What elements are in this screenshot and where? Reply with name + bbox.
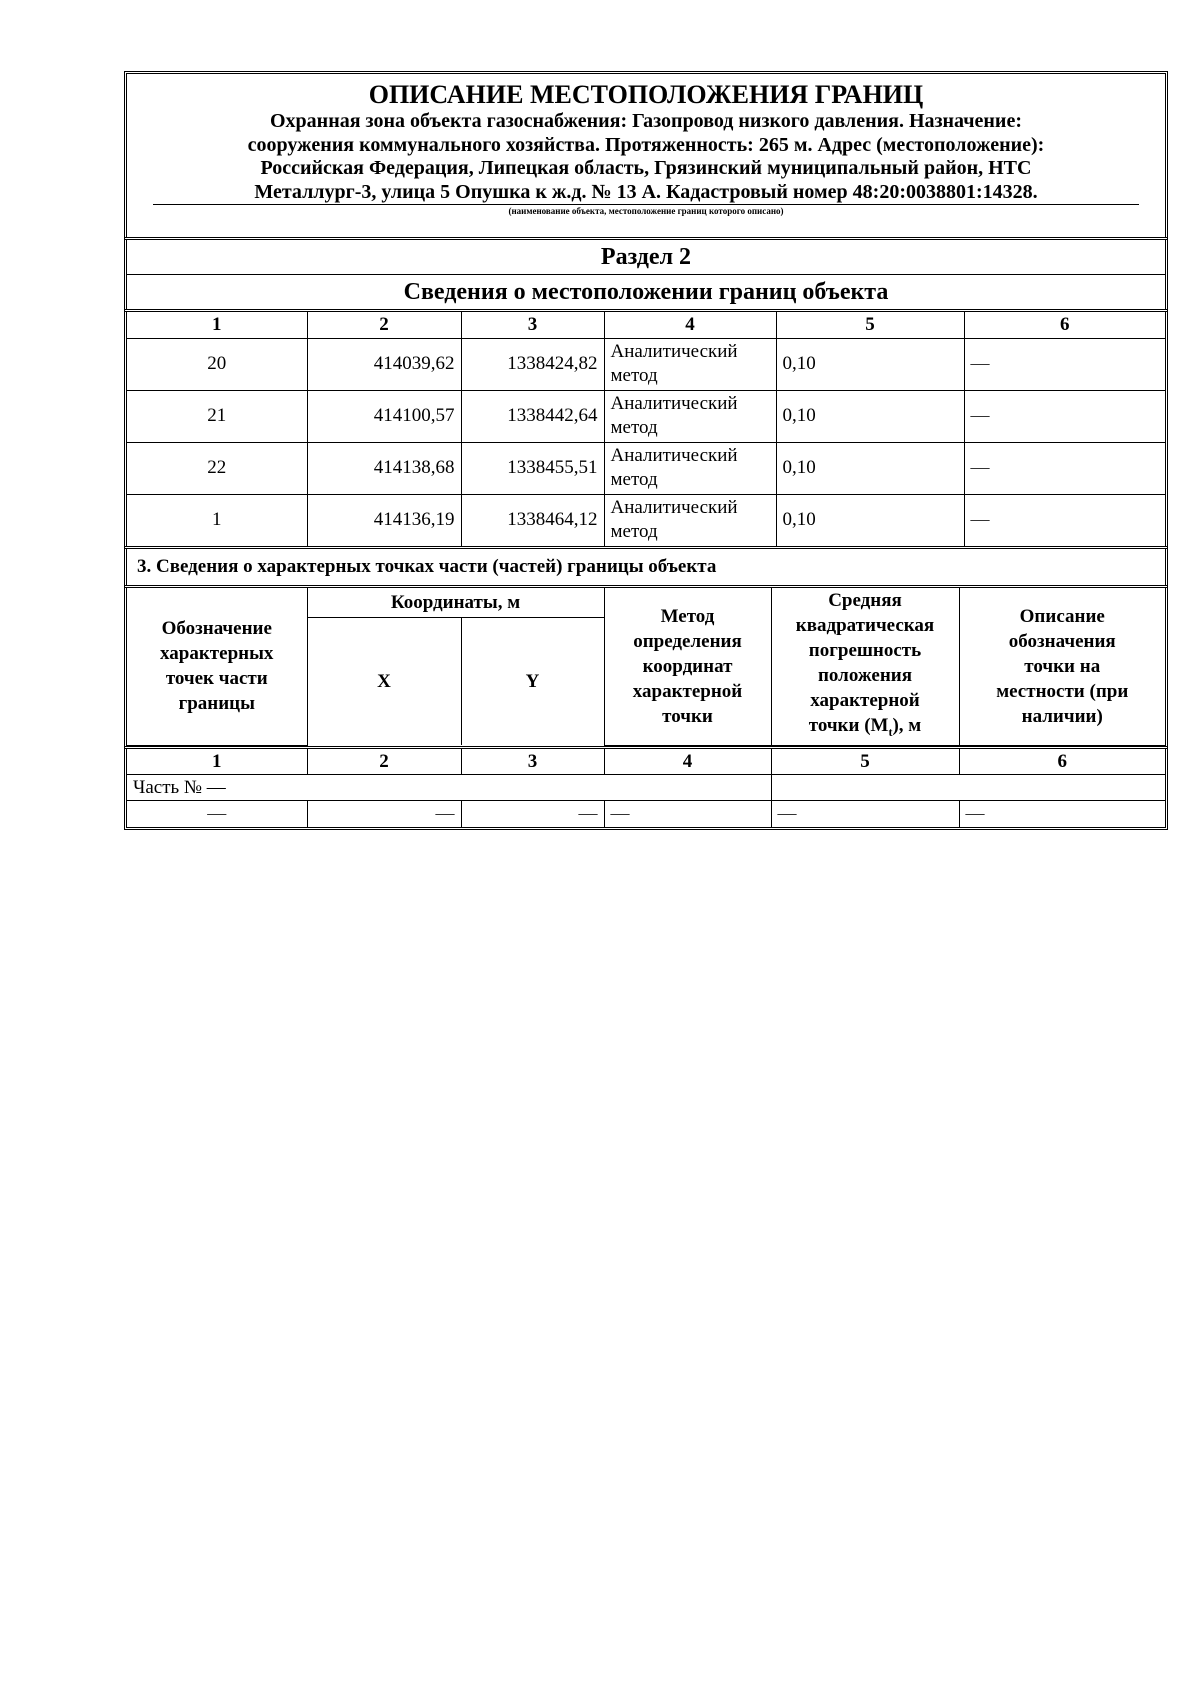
method-line: метод <box>610 521 658 543</box>
column-number: 4 <box>604 312 776 338</box>
header-line: Средняя <box>828 590 902 611</box>
point-description: — <box>959 801 1165 827</box>
column-number: 5 <box>776 312 964 338</box>
header-description <box>959 588 1165 745</box>
document-page <box>124 71 1168 830</box>
header-line: точки на <box>1024 655 1101 677</box>
table-row <box>127 442 1165 494</box>
header-designation <box>127 588 307 745</box>
column-number: 2 <box>307 749 461 775</box>
header-line: точки <box>662 705 713 727</box>
column-number: 2 <box>307 312 461 338</box>
section-3-header <box>124 546 1168 588</box>
object-description-line: Российская Федерация, Липецкая область, Грязинский муниципальный район, НТС <box>260 157 1032 179</box>
method-line: Аналитический <box>610 393 738 414</box>
header-text: ), м <box>892 715 922 736</box>
column-number: 6 <box>959 749 1165 775</box>
section-2-subtitle: Сведения о местоположении границ объекта <box>127 274 1165 309</box>
error-value: 0,10 <box>776 390 964 442</box>
coord-y: — <box>461 801 604 827</box>
table-row <box>127 338 1165 390</box>
coord-y: 1338455,51 <box>461 442 604 494</box>
header-line: обозначения <box>1008 630 1116 652</box>
column-numbers-row <box>127 312 1165 338</box>
column-numbers-row <box>127 749 1165 775</box>
coord-x: 414138,68 <box>307 442 461 494</box>
header-line: положения <box>817 665 913 686</box>
section-3-table-box <box>124 746 1168 830</box>
header-text: точки (M <box>808 715 889 736</box>
header-line: местности (при <box>996 680 1129 702</box>
header-line: координат <box>642 655 733 677</box>
header-line: характерной <box>810 690 920 711</box>
column-number: 6 <box>964 312 1165 338</box>
header-line: Метод <box>660 605 715 627</box>
header-line: погрешность <box>808 640 922 661</box>
method-line: Аналитический <box>610 445 738 466</box>
coord-y: 1338424,82 <box>461 338 604 390</box>
part-row <box>127 775 1165 801</box>
point-id: 1 <box>127 494 307 546</box>
table-row <box>127 494 1165 546</box>
object-description-line: Охранная зона объекта газоснабжения: Газопровод низкого давления. Назначение: <box>269 110 1022 132</box>
error-value: 0,10 <box>776 442 964 494</box>
header-line: границы <box>178 693 255 715</box>
header-y: Y <box>461 618 604 746</box>
point-id: 22 <box>127 442 307 494</box>
coord-x: 414039,62 <box>307 338 461 390</box>
method: — <box>604 801 771 827</box>
column-number: 1 <box>127 312 307 338</box>
table-row <box>127 801 1165 827</box>
point-id: 20 <box>127 338 307 390</box>
method <box>604 338 776 390</box>
method-line: метод <box>610 469 658 490</box>
column-number: 3 <box>461 312 604 338</box>
section-2-header <box>124 237 1168 312</box>
header-line: характерной <box>632 680 743 702</box>
method-line: Аналитический <box>610 497 738 519</box>
section-2-title: Раздел 2 <box>600 244 692 270</box>
part-empty-cell <box>771 775 1165 801</box>
section-3-header-table <box>127 588 1165 746</box>
header-line: точек части <box>165 668 268 690</box>
header-line: квадратическая <box>795 615 935 636</box>
method-line: метод <box>610 417 658 438</box>
header-error <box>771 588 959 745</box>
object-description-line: Металлург-3, улица 5 Опушка к ж.д. № 13 А. Кадастровый номер 48:20:0038801:14328. <box>254 180 1038 203</box>
error-value: 0,10 <box>776 494 964 546</box>
column-number: 3 <box>461 749 604 775</box>
column-number: 5 <box>771 749 959 775</box>
coord-x: 414136,19 <box>307 494 461 546</box>
object-description-line: сооружения коммунального хозяйства. Протяженность: 265 м. Адрес (местоположение): <box>247 133 1045 156</box>
coord-y: 1338442,64 <box>461 390 604 442</box>
point-description: — <box>964 494 1165 546</box>
header-line: наличии) <box>1021 705 1103 727</box>
document-header <box>124 71 1168 240</box>
header-x: X <box>307 618 461 746</box>
header-method <box>604 588 771 745</box>
header-coords: Координаты, м <box>307 588 604 618</box>
section-3-title: 3. Сведения о характерных точках части (частей) границы объекта <box>137 556 717 577</box>
error-value: — <box>771 801 959 827</box>
table-row <box>127 390 1165 442</box>
method <box>604 442 776 494</box>
method <box>604 494 776 546</box>
header-line: определения <box>633 630 742 652</box>
coord-x: — <box>307 801 461 827</box>
error-value: 0,10 <box>776 338 964 390</box>
point-id: — <box>127 801 307 827</box>
method <box>604 390 776 442</box>
method-line: Аналитический <box>610 341 738 362</box>
section-2-table <box>127 312 1165 546</box>
section-3-table <box>127 749 1165 827</box>
part-label: Часть № — <box>127 775 771 801</box>
point-description: — <box>964 390 1165 442</box>
coord-y: 1338464,12 <box>461 494 604 546</box>
header-line: Обозначение <box>161 618 272 640</box>
method-line: метод <box>610 365 658 386</box>
point-id: 21 <box>127 390 307 442</box>
coord-x: 414100,57 <box>307 390 461 442</box>
document-title: ОПИСАНИЕ МЕСТОПОЛОЖЕНИЯ ГРАНИЦ <box>368 80 924 109</box>
object-description <box>153 110 1139 205</box>
column-number: 4 <box>604 749 771 775</box>
header-line <box>778 713 953 745</box>
header-line: Описание <box>1019 605 1105 627</box>
point-description: — <box>964 442 1165 494</box>
section-3-header-table-box <box>124 585 1168 749</box>
description-hint: (наименование объекта, местоположение границ которого описано) <box>508 206 784 216</box>
header-subscript: t <box>888 724 893 739</box>
header-line: характерных <box>160 643 274 665</box>
section-2-table-box <box>124 309 1168 549</box>
point-description: — <box>964 338 1165 390</box>
column-number: 1 <box>127 749 307 775</box>
